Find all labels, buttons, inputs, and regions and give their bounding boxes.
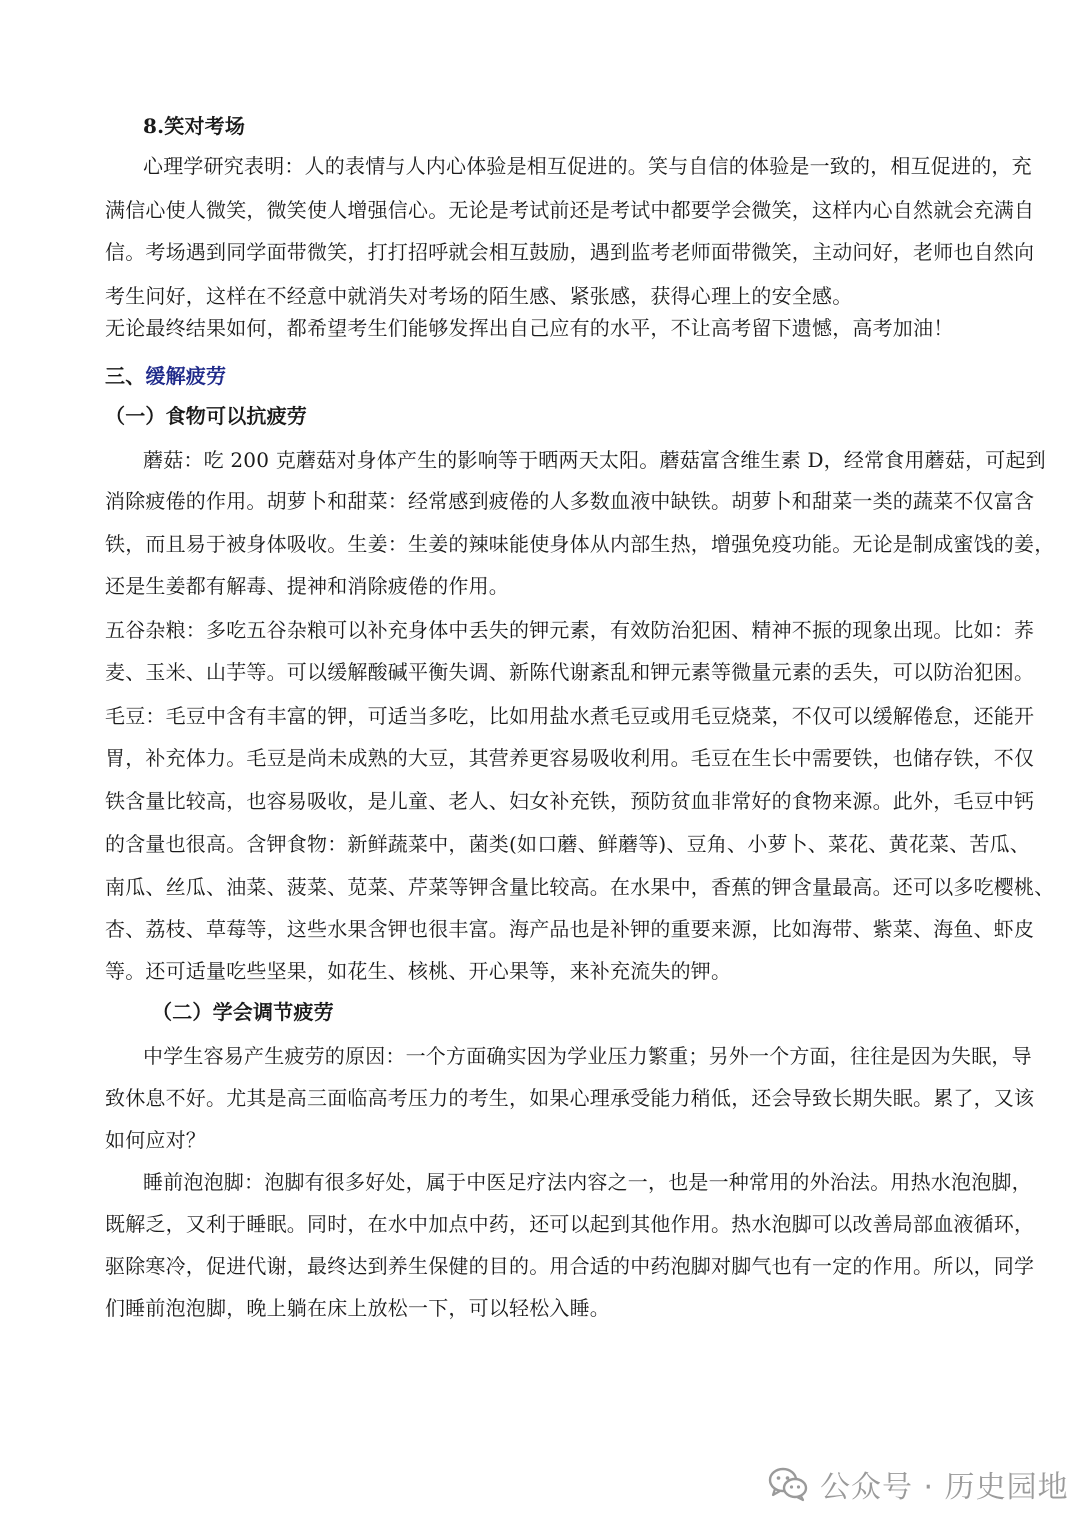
paragraph-line: 五谷杂粮：多吃五谷杂粮可以补充身体中丢失的钾元素，有效防治犯困、精神不振的现象出现。比如：荞 [105, 618, 1035, 642]
watermark-text: 公众号 · 历史园地 [820, 1470, 1069, 1505]
paragraph-line: 消除疲倦的作用。胡萝卜和甜菜：经常感到疲倦的人多数血液中缺铁。胡萝卜和甜菜一类的蔬菜不仅富含 [105, 489, 1035, 513]
paragraph-line: 中学生容易产生疲劳的原因：一个方面确实因为学业压力繁重；另外一个方面，往往是因为失眠，导 [143, 1044, 1032, 1068]
section-3-heading [105, 362, 226, 390]
watermark [768, 1462, 1069, 1506]
paragraph-line: 考生问好，这样在不经意中就消失对考场的陌生感、紧张感，获得心理上的安全感。 [105, 284, 853, 308]
paragraph-line: 铁，而且易于被身体吸收。生姜：生姜的辣味能使身体从内部生热，增强免疫功能。无论是制成蜜饯的姜， [105, 532, 1055, 556]
paragraph-line: 无论最终结果如何，都希望考生们能够发挥出自己应有的水平，不让高考留下遗憾，高考加油！ [105, 316, 954, 340]
paragraph-line: 杏、荔枝、草莓等，这些水果含钾也很丰富。海产品也是补钾的重要来源，比如海带、紫菜、海鱼、虾皮 [105, 917, 1035, 941]
paragraph-line: 胃，补充体力。毛豆是尚未成熟的大豆，其营养更容易吸收利用。毛豆在生长中需要铁，也储存铁，不仅 [105, 746, 1035, 770]
paragraph-line: 等。还可适量吃些坚果，如花生、核桃、开心果等，来补充流失的钾。 [105, 959, 732, 983]
paragraph-line: 睡前泡泡脚：泡脚有很多好处，属于中医足疗法内容之一，也是一种常用的外治法。用热水泡泡脚， [143, 1170, 1032, 1194]
paragraph-line: 的含量也很高。含钾食物：新鲜蔬菜中，菌类(如口蘑、鲜蘑等)、豆角、小萝卜、菜花、黄花菜、苦瓜、 [105, 832, 1031, 856]
paragraph-line: 蘑菇：吃 200 克蘑菇对身体产生的影响等于晒两天太阳。蘑菇富含维生素 D，经常食用蘑菇，可起到 [143, 448, 1046, 472]
paragraph-line: 毛豆：毛豆中含有丰富的钾，可适当多吃，比如用盐水煮毛豆或用毛豆烧菜，不仅可以缓解倦怠，还能开 [105, 704, 1035, 728]
wechat-icon [768, 1466, 808, 1502]
paragraph-line: 铁含量比较高，也容易吸收，是儿童、老人、妇女补充铁，预防贫血非常好的食物来源。此外，毛豆中钙 [105, 789, 1035, 813]
section-3-prefix: 三、 [105, 364, 146, 388]
paragraph-line: 们睡前泡泡脚，晚上躺在床上放松一下，可以轻松入睡。 [105, 1296, 610, 1320]
section-8-title: 8.笑对考场 [143, 114, 246, 138]
section-3-title: 缓解疲劳 [145, 364, 227, 388]
paragraph-line: 信。考场遇到同学面带微笑，打打招呼就会相互鼓励，遇到监考老师面带微笑，主动问好，老师也自然向 [105, 240, 1035, 264]
paragraph-line: 如何应对？ [105, 1128, 206, 1152]
paragraph-line: 麦、玉米、山芋等。可以缓解酸碱平衡失调、新陈代谢紊乱和钾元素等微量元素的丢失，可以防治犯困。 [105, 660, 1035, 684]
subsection-1-title: （一）食物可以抗疲劳 [105, 404, 307, 428]
paragraph-line: 致休息不好。尤其是高三面临高考压力的考生，如果心理承受能力稍低，还会导致长期失眠。累了，又该 [105, 1086, 1035, 1110]
paragraph-line: 南瓜、丝瓜、油菜、菠菜、苋菜、芹菜等钾含量比较高。在水果中，香蕉的钾含量最高。还可以多吃樱桃、 [105, 875, 1055, 899]
paragraph-line: 驱除寒冷，促进代谢，最终达到养生保健的目的。用合适的中药泡脚对脚气也有一定的作用。所以，同学 [105, 1254, 1035, 1278]
paragraph-line: 既解乏，又利于睡眠。同时，在水中加点中药，还可以起到其他作用。热水泡脚可以改善局部血液循环， [105, 1212, 1035, 1236]
paragraph-line: 还是生姜都有解毒、提神和消除疲倦的作用。 [105, 574, 509, 598]
paragraph-line: 心理学研究表明：人的表情与人内心体验是相互促进的。笑与自信的体验是一致的，相互促进的，充 [143, 154, 1032, 178]
subsection-2-title: （二）学会调节疲劳 [152, 1000, 334, 1024]
paragraph-line: 满信心使人微笑，微笑使人增强信心。无论是考试前还是考试中都要学会微笑，这样内心自然就会充满自 [105, 198, 1035, 222]
